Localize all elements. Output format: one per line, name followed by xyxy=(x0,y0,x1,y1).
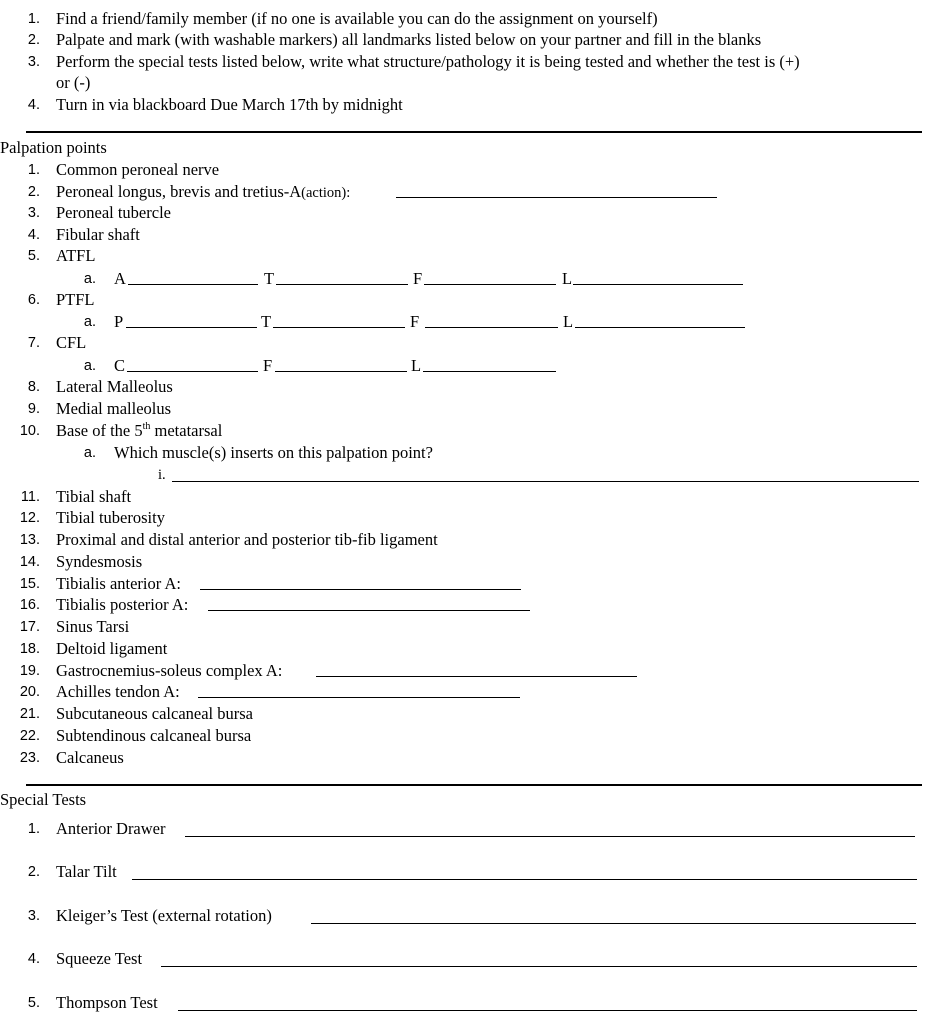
instruction-text: Turn in via blackboard Due March 17th by midnight xyxy=(56,95,403,114)
instruction-number: 1. xyxy=(27,11,40,27)
item-text: Tibialis posterior A: xyxy=(56,595,189,614)
item-text-after: metatarsal xyxy=(150,421,223,440)
item-number: 17. xyxy=(19,619,40,635)
answer-blank[interactable] xyxy=(575,312,745,328)
item-text: Peroneal tubercle xyxy=(56,203,171,222)
item-number: 1. xyxy=(27,162,40,178)
instruction-text: Palpate and mark (with washable markers) all landmarks listed below on your partner and fill in the blanks xyxy=(56,30,762,49)
item-number: 14. xyxy=(19,554,40,570)
field-label: F xyxy=(263,356,273,375)
answer-blank[interactable] xyxy=(311,908,916,924)
item-text: Squeeze Test xyxy=(56,949,143,968)
sub-letter: a. xyxy=(83,445,96,461)
item-text: Anterior Drawer xyxy=(56,819,166,838)
item-text: Proximal and distal anterior and posterior tib-fib ligament xyxy=(56,530,438,549)
item-text: CFL xyxy=(56,333,87,352)
item-text-main: Peroneal longus, brevis and tretius-A xyxy=(56,182,302,201)
item-text: Thompson Test xyxy=(56,993,158,1012)
item-text: Sinus Tarsi xyxy=(56,617,130,636)
item-text: Talar Tilt xyxy=(56,862,117,881)
item-number: 16. xyxy=(19,597,40,613)
item-text: Common peroneal nerve xyxy=(56,160,220,179)
answer-blank[interactable] xyxy=(126,312,257,328)
answer-blank[interactable] xyxy=(425,312,558,328)
item-number: 1. xyxy=(27,821,40,837)
superscript: th xyxy=(142,420,151,432)
item-number: 15. xyxy=(19,576,40,592)
answer-blank[interactable] xyxy=(276,269,408,285)
item-text: Syndesmosis xyxy=(56,552,143,571)
answer-blank[interactable] xyxy=(185,821,915,837)
field-label: A xyxy=(114,269,126,288)
item-text: Achilles tendon A: xyxy=(56,682,180,701)
special-tests-heading: Special Tests xyxy=(0,790,87,809)
item-text-small: (action): xyxy=(301,185,351,201)
field-label: C xyxy=(114,356,126,375)
answer-blank[interactable] xyxy=(424,269,556,285)
item-text-main: Base of the 5 xyxy=(56,421,143,440)
item-text: PTFL xyxy=(56,290,95,309)
field-label: L xyxy=(562,269,573,288)
answer-blank[interactable] xyxy=(273,312,405,328)
item-text: Tibial tuberosity xyxy=(56,508,165,527)
answer-blank[interactable] xyxy=(198,682,520,698)
item-number: 6. xyxy=(27,292,40,308)
item-text: ATFL xyxy=(56,246,96,265)
answer-blank[interactable] xyxy=(396,182,717,198)
item-text: Fibular shaft xyxy=(56,225,140,244)
instruction-number: 2. xyxy=(27,32,40,48)
item-number: 20. xyxy=(19,684,40,700)
answer-blank[interactable] xyxy=(172,466,919,482)
instruction-text: Perform the special tests listed below, write what structure/pathology it is being tested and whether the test is (+) xyxy=(56,52,800,71)
answer-blank[interactable] xyxy=(127,356,258,372)
item-text: Lateral Malleolus xyxy=(56,377,173,396)
item-number: 3. xyxy=(27,908,40,924)
answer-blank[interactable] xyxy=(161,951,917,967)
item-text: Gastrocnemius-soleus complex A: xyxy=(56,661,283,680)
field-label: L xyxy=(563,312,574,331)
item-number: 7. xyxy=(27,335,40,351)
item-text: Calcaneus xyxy=(56,748,124,767)
answer-blank[interactable] xyxy=(128,269,258,285)
section-divider xyxy=(26,131,922,133)
item-text: Which muscle(s) inserts on this palpation point? xyxy=(114,443,433,462)
instruction-number: 4. xyxy=(27,97,40,113)
sub-letter: a. xyxy=(83,358,96,374)
instruction-text: Find a friend/family member (if no one is available you can do the assignment on yourself) xyxy=(56,9,658,28)
item-text xyxy=(56,420,222,441)
item-number: 22. xyxy=(19,728,40,744)
answer-blank[interactable] xyxy=(316,661,637,677)
instruction-text-continued: or (-) xyxy=(56,73,91,92)
item-number: 13. xyxy=(19,532,40,548)
item-number: 10. xyxy=(19,423,40,439)
field-label: L xyxy=(411,356,422,375)
answer-blank[interactable] xyxy=(200,574,521,590)
sub-letter: a. xyxy=(83,271,96,287)
item-number: 8. xyxy=(27,379,40,395)
item-number: 5. xyxy=(27,995,40,1011)
answer-blank[interactable] xyxy=(132,864,917,880)
field-label: F xyxy=(413,269,423,288)
item-text: Medial malleolus xyxy=(56,399,172,418)
instruction-number: 3. xyxy=(27,54,40,70)
item-text: Subcutaneous calcaneal bursa xyxy=(56,704,254,723)
answer-blank[interactable] xyxy=(178,995,917,1011)
section-divider xyxy=(26,784,922,786)
item-number: 4. xyxy=(27,227,40,243)
item-text xyxy=(56,181,350,204)
field-label: F xyxy=(410,312,420,331)
answer-blank[interactable] xyxy=(423,356,556,372)
item-number: 11. xyxy=(20,489,40,505)
item-number: 5. xyxy=(27,248,40,264)
item-text: Tibialis anterior A: xyxy=(56,574,181,593)
item-number: 2. xyxy=(27,864,40,880)
item-number: 18. xyxy=(19,641,40,657)
item-text: Deltoid ligament xyxy=(56,639,168,658)
field-label: T xyxy=(261,312,272,331)
sub-letter: a. xyxy=(83,314,96,330)
answer-blank[interactable] xyxy=(573,269,743,285)
item-number: 9. xyxy=(27,401,40,417)
item-number: 21. xyxy=(19,706,40,722)
item-number: 23. xyxy=(19,750,40,766)
item-number: 4. xyxy=(27,951,40,967)
item-text: Kleiger’s Test (external rotation) xyxy=(56,906,272,925)
field-label: T xyxy=(264,269,275,288)
item-text: Tibial shaft xyxy=(56,487,132,506)
palpation-heading: Palpation points xyxy=(0,138,107,157)
item-number: 3. xyxy=(27,205,40,221)
item-text: Subtendinous calcaneal bursa xyxy=(56,726,252,745)
item-number: 19. xyxy=(19,663,40,679)
item-number: 12. xyxy=(19,510,40,526)
answer-blank[interactable] xyxy=(208,595,530,611)
field-label: P xyxy=(114,312,124,331)
roman-numeral: i. xyxy=(158,467,166,483)
item-number: 2. xyxy=(27,184,40,200)
answer-blank[interactable] xyxy=(275,356,407,372)
